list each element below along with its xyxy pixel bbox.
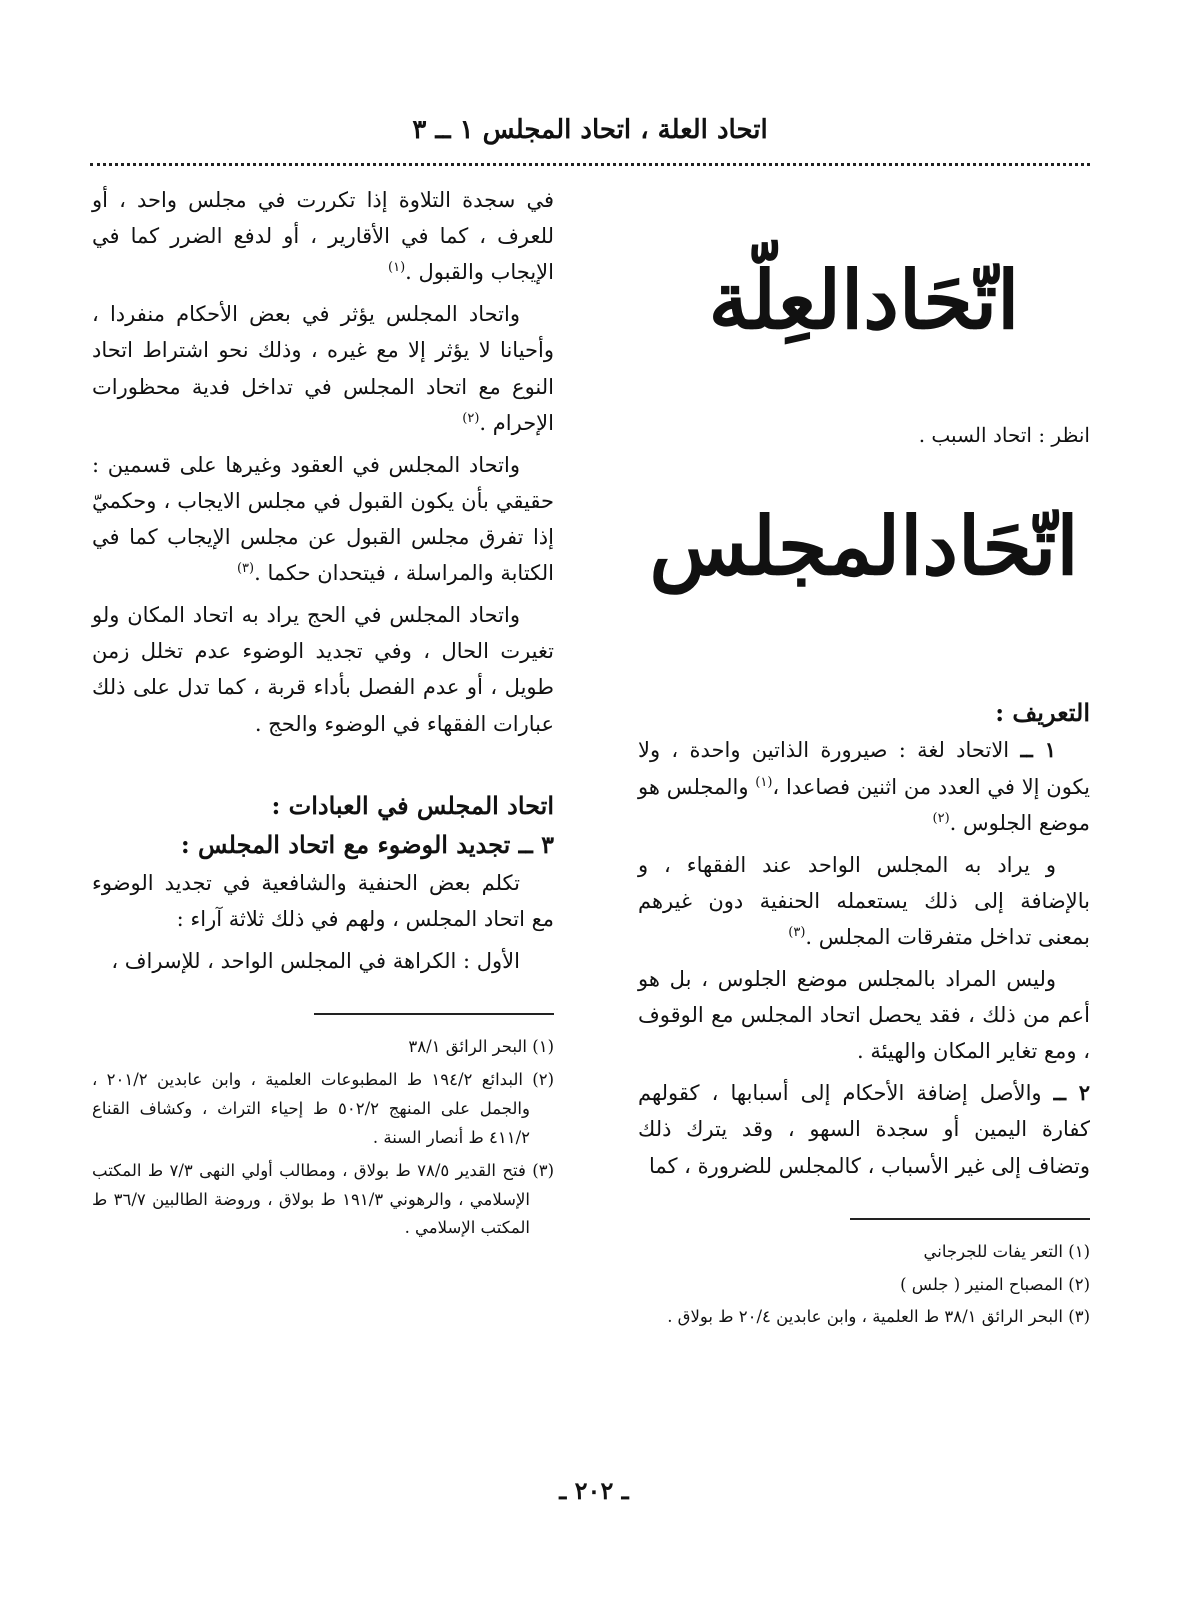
footnote-divider bbox=[850, 1218, 1090, 1220]
page-number: ـ ٢٠٢ ـ bbox=[559, 1476, 629, 1505]
paragraph-number: ٢ ــ bbox=[1053, 1080, 1090, 1106]
footnote-ref: (١) bbox=[388, 260, 406, 276]
paragraph-text: واتحاد المجلس يؤثر في بعض الأحكام منفردا ، وأحيانا لا يؤثر إلا مع غيره ، وذلك نحو اشتراط اتحاد النوع مع اتحاد المجلس في تداخل فدية محظورات الإحرام . bbox=[92, 302, 554, 435]
definition-label: التعريف : bbox=[995, 698, 1090, 727]
header-divider bbox=[90, 163, 1090, 166]
footnote: (٣) فتح القدير ٧٨/٥ ط بولاق ، ومطالب أولي النهى ٧/٣ ط المكتب الإسلامي ، والرهوني ١٩١/٣ ط بولاق ، وروضة الطالبين ٣٦/٧ ط المكتب الإسلامي . bbox=[92, 1160, 554, 1238]
paragraph-text: تكلم بعض الحنفية والشافعية في تجديد الوضوء مع اتحاد المجلس ، ولهم في ذلك ثلاثة آراء : bbox=[92, 870, 554, 931]
paragraph bbox=[92, 943, 554, 979]
paragraph-text: الاتحاد لغة : صيرورة الذاتين واحدة ، ولا يكون إلا في العدد من اثنين فصاعدا ، bbox=[638, 738, 1090, 799]
footnote: (٢) المصباح المنير ( جلس ) bbox=[900, 1274, 1090, 1294]
footnote: (١) التعر يفات للجرجاني bbox=[923, 1241, 1090, 1261]
footnote-ref: (٢) bbox=[932, 810, 950, 826]
paragraph bbox=[92, 296, 554, 440]
paragraph-text: و يراد به المجلس الواحد عند الفقهاء ، و بالإضافة إلى ذلك يستعمله الحنفية دون غيرهم بمعنى تداخل متفرقات المجلس . bbox=[638, 852, 1090, 949]
paragraph bbox=[92, 447, 554, 591]
paragraph-text: الأول : الكراهة في المجلس الواحد ، للإسراف ، bbox=[111, 949, 520, 974]
footnote-ref: (٣) bbox=[788, 924, 806, 940]
entry-title-ittihad-al-majlis: اتّحَادالمجلس bbox=[649, 499, 1079, 593]
paragraph-text: في سجدة التلاوة إذا تكررت في مجلس واحد ، أو للعرف ، كما في الأقارير ، أو لدفع الضرر كما في الإيجاب والقبول . bbox=[92, 188, 554, 285]
paragraph-2 bbox=[638, 847, 1090, 955]
footnotes-right bbox=[638, 1238, 1090, 1333]
footnote: (٣) البحر الرائق ٣٨/١ ط العلمية ، وابن عابدين ٢٠/٤ ط بولاق . bbox=[667, 1307, 1090, 1327]
footnotes-left bbox=[92, 1033, 554, 1243]
paragraph-3 bbox=[638, 961, 1090, 1069]
paragraph-4 bbox=[638, 1075, 1090, 1183]
paragraph bbox=[92, 865, 554, 937]
paragraph-number: ١ ــ bbox=[1020, 737, 1056, 763]
footnote-ref: (١) bbox=[755, 774, 773, 790]
paragraph-text: وليس المراد بالمجلس موضع الجلوس ، بل هو أعم من ذلك ، فقد يحصل اتحاد المجلس مع الوقوف ، ومع تغاير المكان والهيئة . bbox=[638, 967, 1090, 1064]
paragraph-1 bbox=[638, 732, 1090, 840]
paragraph-text: واتحاد المجلس في الحج يراد به اتحاد المكان ولو تغيرت الحال ، وفي تجديد الوضوء عدم تخلل زمن طويل ، أو عدم الفصل بأداء قربة ، كما تدل على ذلك عبارات الفقهاء في الوضوء والحج . bbox=[92, 603, 554, 736]
subsection-heading: ٣ ــ تجديد الوضوء مع اتحاد المجلس : bbox=[180, 830, 554, 860]
paragraph-text: والمجلس هو موضع الجلوس . bbox=[638, 774, 1090, 835]
footnote: (١) البحر الرائق ٣٨/١ bbox=[408, 1037, 554, 1057]
paragraph-continued bbox=[92, 182, 554, 290]
see-also-reference: انظر : اتحاد السبب . bbox=[918, 423, 1090, 447]
running-head: اتحاد العلة ، اتحاد المجلس ١ ــ ٣ bbox=[412, 115, 768, 145]
footnote-ref: (٣) bbox=[236, 561, 255, 577]
footnote-ref: (٢) bbox=[462, 410, 480, 426]
entry-title-ittihad-al-illa: اتّحَادالعِلّة bbox=[708, 253, 1020, 347]
footnote: (٢) البدائع ١٩٤/٢ ط المطبوعات العلمية ، وابن عابدين ٢٠١/٢ ، والجمل على المنهج ٥٠٢/٢ ط إحياء التراث ، وكشاف القناع ٤١١/٢ ط أنصار السنة . bbox=[92, 1070, 554, 1147]
left-column bbox=[92, 182, 554, 1247]
right-column bbox=[638, 180, 1090, 1336]
paragraph bbox=[92, 597, 554, 741]
footnote-divider bbox=[314, 1013, 554, 1015]
paragraph-text: واتحاد المجلس في العقود وغيرها على قسمين : حقيقي بأن يكون القبول في مجلس الايجاب ، وحكميّ إذا تفرق مجلس القبول عن مجلس الإيجاب كما في الكتابة والمراسلة ، فيتحدان حكما . bbox=[92, 452, 554, 586]
section-heading: اتحاد المجلس في العبادات : bbox=[271, 790, 554, 820]
paragraph-text: والأصل إضافة الأحكام إلى أسبابها ، كقولهم كفارة اليمين أو سجدة السهو ، وقد يترك ذلك وتضاف إلى غير الأسباب ، كالمجلس للضرورة ، كما bbox=[638, 1081, 1090, 1178]
